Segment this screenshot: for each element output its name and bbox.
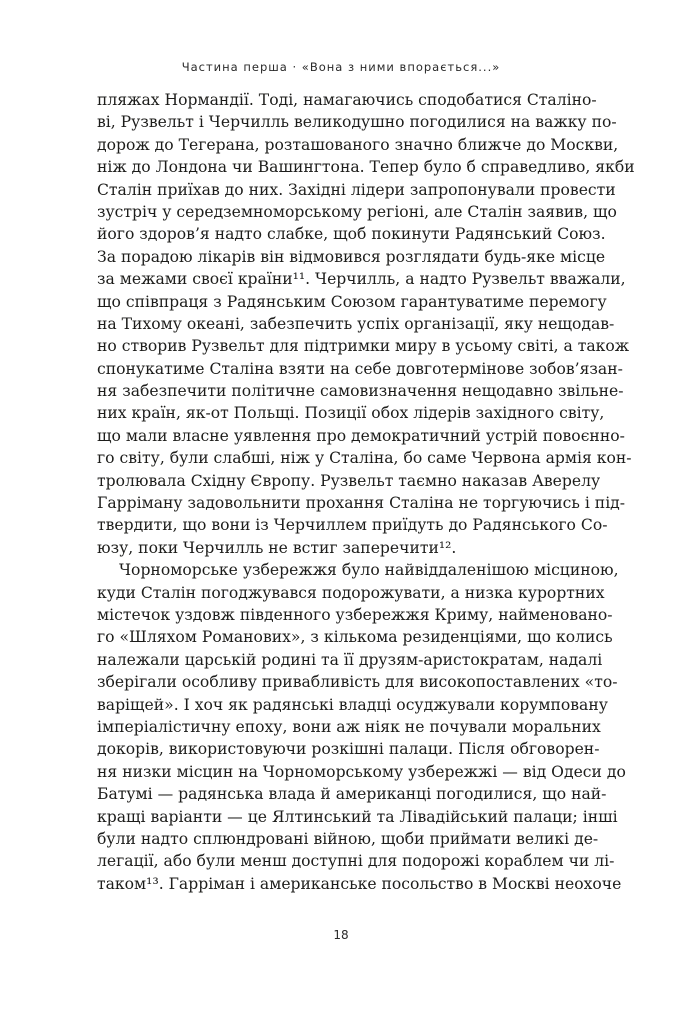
text-line: Чорноморське узбережжя було найвіддаленішою місциною, — [119, 561, 619, 580]
text-line: містечок уздовж південного узбережжя Криму, найменовано- — [97, 605, 613, 624]
text-line: зустріч у середземноморському регіоні, але Сталін заявив, що — [97, 202, 617, 221]
paragraph — [97, 89, 635, 559]
text-line: них країн, як-от Польщі. Позиції обох лідерів західного світу, — [97, 404, 605, 423]
running-header: Частина перша · «Вона з ними впорається...» — [181, 60, 501, 74]
text-line: ня забезпечити політичне самовизначення нещодавно звільне- — [97, 382, 624, 401]
text-line: юзу, поки Черчилль не встиг заперечити¹². — [97, 538, 457, 557]
text-line: тролювала Східну Європу. Рузвельт таємно наказав Аверелу — [97, 471, 601, 490]
text-line: кращі варіанти — це Ялтинський та Лівадійський палаци; інші — [97, 807, 618, 826]
text-line: легації, або були менш доступні для подорожі кораблем чи лі- — [97, 852, 615, 871]
text-line: твердити, що вони із Черчиллем приїдуть до Радянського Со- — [97, 516, 608, 535]
text-line: варіщей». І хоч як радянські владці осуджували корумповану — [97, 695, 608, 714]
text-line: на Тихому океані, забезпечить успіх організації, яку нещодав- — [97, 314, 615, 333]
text-line: спонукатиме Сталіна взяти на себе довготермінове зобов’язан- — [97, 359, 623, 378]
text-line: но створив Рузвельт для підтримки миру в усьому світі, а також — [97, 337, 630, 356]
text-line: Гарріману задовольнити прохання Сталіна не торгуючись і під- — [97, 494, 626, 513]
text-line: куди Сталін погоджувався подорожувати, а низка курортних — [97, 583, 605, 602]
text-line: ня низки місцин на Чорноморському узбережжі — від Одеси до — [97, 762, 626, 781]
text-line: дорож до Тегерана, розташованого значно ближче до Москви, — [97, 135, 619, 154]
text-line: зберігали особливу привабливість для високопоставлених «то- — [97, 673, 618, 692]
page-number: 18 — [333, 928, 349, 942]
text-line: За порадою лікарів він відмовився розглядати будь-яке місце — [97, 247, 606, 266]
text-line: за межами своєї країни¹¹. Черчилль, а надто Рузвельт вважали, — [97, 270, 626, 289]
text-line: таком¹³. Гарріман і американське посольство в Москві неохоче — [97, 874, 622, 893]
text-line: що співпраця з Радянським Союзом гарантуватиме перемогу — [97, 292, 607, 311]
text-line: Батумі — радянська влада й американці погодилися, що най- — [97, 785, 607, 804]
text-line: ві, Рузвельт і Черчилль великодушно погодилися на важку по- — [97, 113, 617, 132]
text-line: го світу, були слабші, ніж у Сталіна, бо саме Червона армія кон- — [97, 449, 632, 468]
text-line: докорів, використовуючи розкішні палаци. Після обговорен- — [97, 740, 600, 759]
text-line: го «Шляхом Романових», з кількома резиденціями, що колись — [97, 628, 613, 647]
text-line: що мали власне уявлення про демократичний устрій повоєнно- — [97, 426, 625, 445]
text-line: ніж до Лондона чи Вашингтона. Тепер було б справедливо, якби — [97, 158, 635, 177]
body-text — [97, 89, 635, 895]
text-line: імперіалістичну епоху, вони аж ніяк не почували моральних — [97, 717, 601, 736]
paragraph — [97, 559, 626, 895]
text-line: належали царській родині та її друзям-аристократам, надалі — [97, 650, 603, 669]
text-line: його здоров’я надто слабке, щоб покинути Радянський Союз. — [97, 225, 606, 244]
text-line: були надто сплюндровані війною, щоби приймати великі де- — [97, 829, 599, 848]
text-line: пляжах Нормандії. Тоді, намагаючись сподобатися Сталіно- — [97, 91, 597, 109]
text-line: Сталін приїхав до них. Західні лідери запропонували провести — [97, 180, 616, 199]
